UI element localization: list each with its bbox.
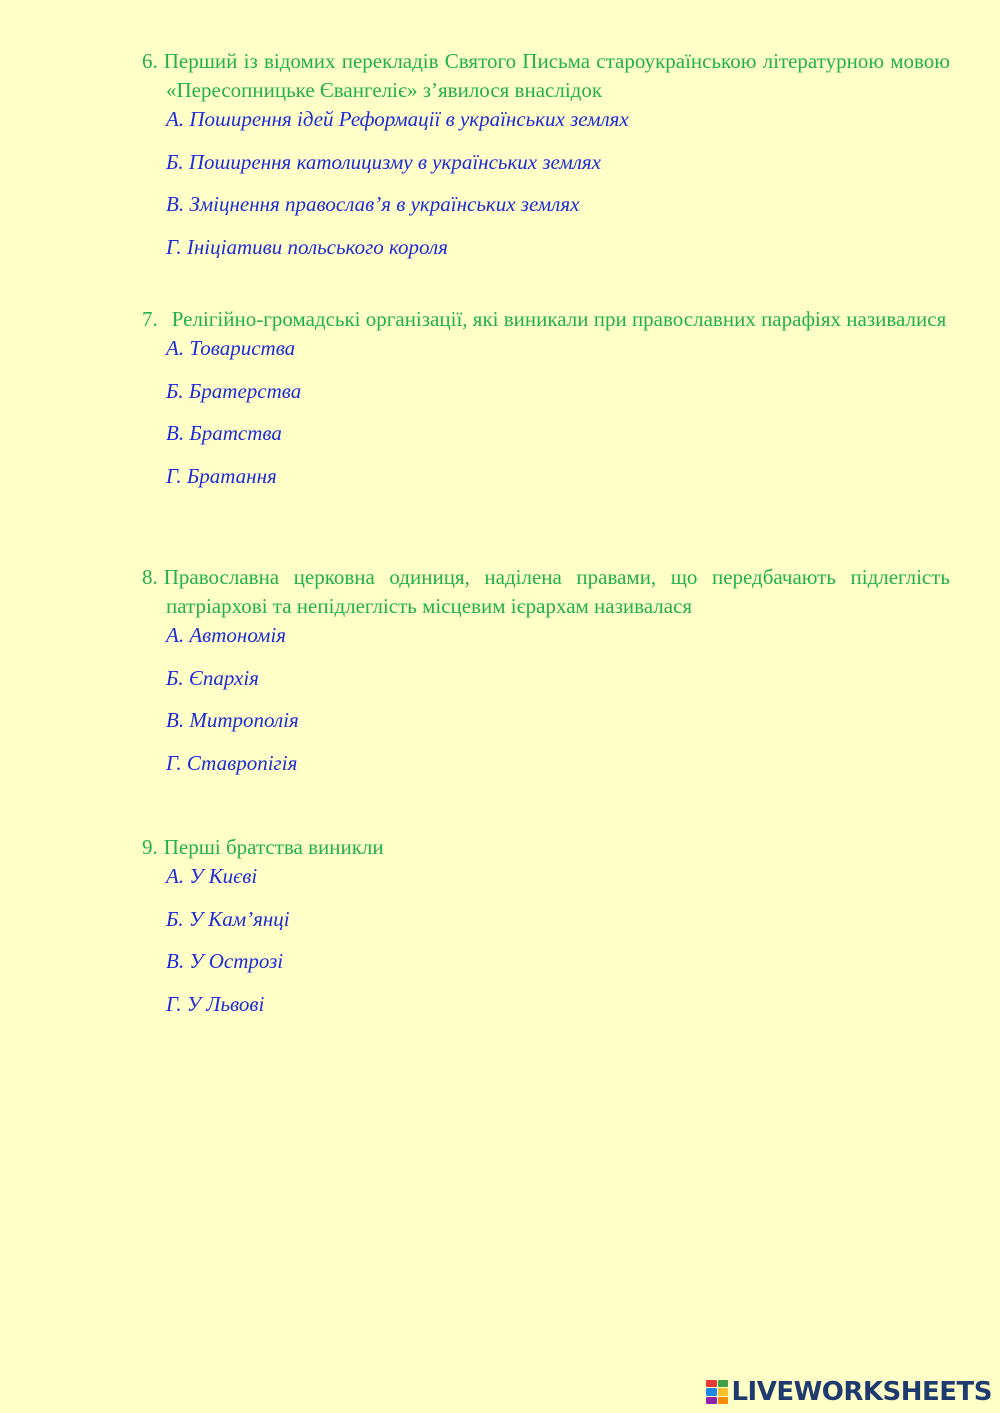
- question-text: 7. Релігійно-громадські організації, які виникали при православних парафіях називалися: [142, 307, 947, 331]
- option-g[interactable]: Г. У Львові: [166, 991, 265, 1016]
- question-8: [142, 563, 950, 791]
- question-number: 7.: [142, 307, 158, 331]
- option-g[interactable]: Г. Братання: [166, 463, 277, 488]
- question-text: 6. Перший із відомих перекладів Святого Письма староукраїнською літературною мовою «Пересопницьке Євангеліє» з’явилося внаслідок: [142, 49, 950, 102]
- question-6: [142, 47, 950, 275]
- liveworksheets-logo-icon: [706, 1380, 728, 1404]
- option-a[interactable]: А. Автономія: [166, 623, 287, 647]
- brand-name: LIVEWORKSHEETS: [731, 1377, 992, 1407]
- answer-options: [142, 105, 950, 262]
- question-number: 8.: [142, 565, 158, 589]
- option-g[interactable]: Г. Ставропігія: [166, 750, 298, 775]
- answer-options: [142, 621, 950, 778]
- option-g[interactable]: Г. Ініціативи польського короля: [166, 234, 448, 259]
- liveworksheets-brand: [706, 1375, 992, 1409]
- option-a[interactable]: А. Товариства: [166, 336, 296, 360]
- option-b[interactable]: Б. Братерства: [166, 378, 302, 403]
- option-v[interactable]: В. Митрополія: [166, 708, 299, 732]
- option-b[interactable]: Б. Поширення католицизму в українських землях: [166, 149, 601, 174]
- option-a[interactable]: А. Поширення ідей Реформації в українських землях: [166, 107, 629, 131]
- option-b[interactable]: Б. Єпархія: [166, 665, 259, 690]
- question-9: [142, 833, 950, 1032]
- question-text: 9. Перші братства виникли: [142, 835, 384, 859]
- question-7: [142, 305, 950, 504]
- option-v[interactable]: В. У Острозі: [166, 949, 284, 973]
- question-text: 8. Православна церковна одиниця, наділена правами, що передбачають підлеглість патріархові та непідлеглість місцевим ієрархам називалася: [142, 565, 950, 618]
- question-number: 9.: [142, 835, 158, 859]
- answer-options: [142, 334, 950, 491]
- option-a[interactable]: А. У Києві: [166, 864, 258, 888]
- answer-options: [142, 862, 950, 1019]
- question-number: 6.: [142, 49, 158, 73]
- option-v[interactable]: В. Зміцнення православ’я в українських землях: [166, 192, 580, 216]
- option-v[interactable]: В. Братства: [166, 421, 282, 445]
- option-b[interactable]: Б. У Кам’янці: [166, 906, 290, 931]
